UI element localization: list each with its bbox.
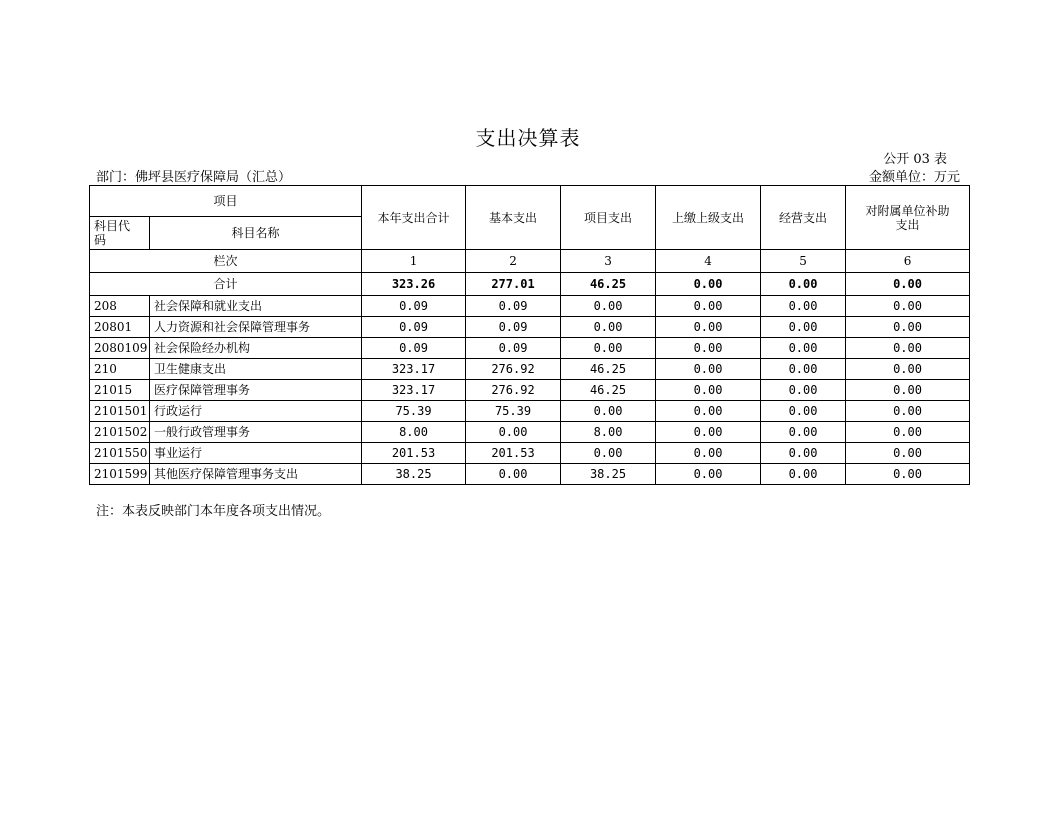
row-value: 276.92 — [466, 359, 561, 380]
header-col-project: 项目支出 — [561, 186, 656, 250]
total-value: 0.00 — [761, 273, 846, 296]
row-code: 2101550 — [90, 443, 150, 464]
row-value: 0.09 — [362, 338, 466, 359]
row-code: 2101501 — [90, 401, 150, 422]
table-note: 注：本表反映部门本年度各项支出情况。 — [96, 504, 331, 519]
lanci-number: 3 — [561, 250, 656, 273]
row-value: 0.00 — [656, 359, 761, 380]
row-value: 0.00 — [846, 317, 970, 338]
table-row — [90, 359, 970, 380]
row-value: 0.00 — [761, 296, 846, 317]
row-value: 0.00 — [761, 338, 846, 359]
table-row — [90, 422, 970, 443]
row-value: 0.09 — [466, 317, 561, 338]
row-value: 0.00 — [761, 317, 846, 338]
row-code: 21015 — [90, 380, 150, 401]
row-code: 208 — [90, 296, 150, 317]
table-row — [90, 464, 970, 485]
row-value: 0.00 — [761, 464, 846, 485]
total-label: 合计 — [90, 273, 362, 296]
row-value: 46.25 — [561, 380, 656, 401]
row-value: 0.09 — [362, 317, 466, 338]
table-row — [90, 338, 970, 359]
row-value: 201.53 — [362, 443, 466, 464]
lanci-row — [90, 250, 970, 273]
row-value: 0.00 — [656, 401, 761, 422]
row-value: 0.00 — [656, 422, 761, 443]
table-row — [90, 296, 970, 317]
row-value: 0.00 — [846, 464, 970, 485]
expenditure-table — [89, 185, 970, 485]
table-row — [90, 443, 970, 464]
row-value: 0.00 — [761, 359, 846, 380]
row-value: 38.25 — [362, 464, 466, 485]
row-value: 0.00 — [761, 401, 846, 422]
row-name: 医疗保障管理事务 — [150, 380, 362, 401]
header-col-total: 本年支出合计 — [362, 186, 466, 250]
row-value: 0.00 — [656, 296, 761, 317]
row-value: 46.25 — [561, 359, 656, 380]
lanci-label: 栏次 — [90, 250, 362, 273]
header-col-subsidy: 对附属单位补助支出 — [846, 186, 970, 250]
table-row — [90, 317, 970, 338]
row-value: 201.53 — [466, 443, 561, 464]
total-value: 323.26 — [362, 273, 466, 296]
total-value: 277.01 — [466, 273, 561, 296]
total-value: 46.25 — [561, 273, 656, 296]
total-row — [90, 273, 970, 296]
row-value: 0.09 — [362, 296, 466, 317]
header-name: 科目名称 — [150, 217, 362, 250]
row-code: 20801 — [90, 317, 150, 338]
row-value: 0.00 — [846, 401, 970, 422]
row-name: 社会保险经办机构 — [150, 338, 362, 359]
header-col-basic: 基本支出 — [466, 186, 561, 250]
total-value: 0.00 — [846, 273, 970, 296]
row-name: 其他医疗保障管理事务支出 — [150, 464, 362, 485]
row-value: 0.00 — [656, 317, 761, 338]
row-value: 0.00 — [466, 464, 561, 485]
form-number: 公开 03 表 — [883, 152, 947, 167]
row-name: 卫生健康支出 — [150, 359, 362, 380]
row-value: 276.92 — [466, 380, 561, 401]
lanci-number: 1 — [362, 250, 466, 273]
page-title: 支出决算表 — [475, 126, 581, 150]
row-value: 0.00 — [466, 422, 561, 443]
row-value: 75.39 — [362, 401, 466, 422]
header-code: 科目代码 — [90, 217, 150, 250]
row-name: 事业运行 — [150, 443, 362, 464]
row-value: 0.00 — [846, 296, 970, 317]
row-code: 2101502 — [90, 422, 150, 443]
row-code: 2080109 — [90, 338, 150, 359]
row-value: 0.00 — [846, 359, 970, 380]
row-value: 0.00 — [561, 317, 656, 338]
row-value: 0.00 — [561, 296, 656, 317]
row-name: 人力资源和社会保障管理事务 — [150, 317, 362, 338]
row-value: 0.00 — [761, 422, 846, 443]
row-value: 0.09 — [466, 296, 561, 317]
lanci-number: 4 — [656, 250, 761, 273]
row-value: 0.00 — [761, 380, 846, 401]
row-name: 一般行政管理事务 — [150, 422, 362, 443]
department-label: 部门：佛坪县医疗保障局（汇总） — [96, 170, 292, 185]
header-col-business: 经营支出 — [761, 186, 846, 250]
header-col-upper: 上缴上级支出 — [656, 186, 761, 250]
row-value: 0.00 — [656, 464, 761, 485]
header-project: 项目 — [90, 186, 362, 217]
row-value: 8.00 — [561, 422, 656, 443]
total-value: 0.00 — [656, 273, 761, 296]
row-value: 0.00 — [561, 401, 656, 422]
row-value: 0.00 — [561, 338, 656, 359]
row-code: 2101599 — [90, 464, 150, 485]
row-value: 323.17 — [362, 380, 466, 401]
lanci-number: 2 — [466, 250, 561, 273]
row-value: 0.00 — [846, 338, 970, 359]
row-value: 38.25 — [561, 464, 656, 485]
row-value: 0.00 — [656, 338, 761, 359]
row-code: 210 — [90, 359, 150, 380]
row-value: 323.17 — [362, 359, 466, 380]
table-row — [90, 401, 970, 422]
row-name: 行政运行 — [150, 401, 362, 422]
row-value: 0.09 — [466, 338, 561, 359]
row-value: 0.00 — [656, 380, 761, 401]
table-row — [90, 380, 970, 401]
row-value: 0.00 — [656, 443, 761, 464]
row-value: 75.39 — [466, 401, 561, 422]
row-value: 0.00 — [846, 380, 970, 401]
row-value: 0.00 — [761, 443, 846, 464]
row-value: 8.00 — [362, 422, 466, 443]
row-value: 0.00 — [846, 422, 970, 443]
unit-label: 金额单位：万元 — [868, 170, 960, 185]
row-name: 社会保障和就业支出 — [150, 296, 362, 317]
lanci-number: 5 — [761, 250, 846, 273]
row-value: 0.00 — [846, 443, 970, 464]
lanci-number: 6 — [846, 250, 970, 273]
row-value: 0.00 — [561, 443, 656, 464]
